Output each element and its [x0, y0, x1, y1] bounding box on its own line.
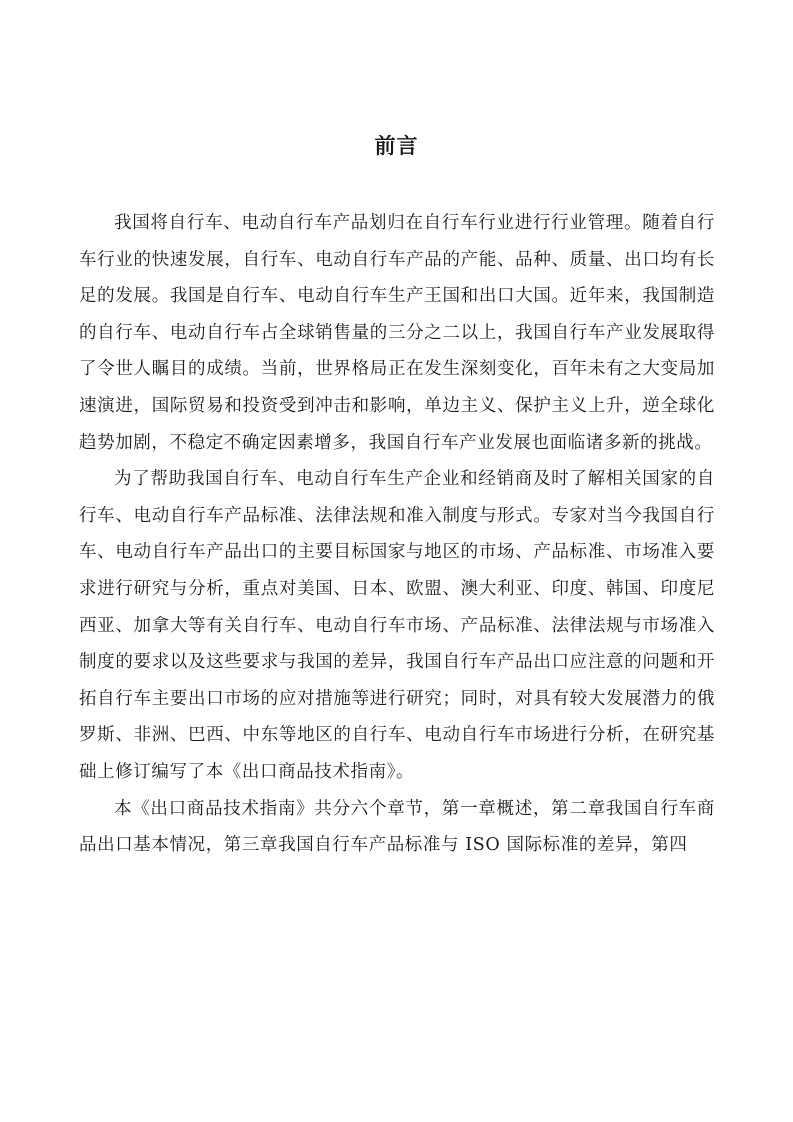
paragraph-structure: 本《出口商品技术指南》共分六个章节，第一章概述，第二章我国自行车商品出口基本情况，第三章我国自行车产品标准与 ISO 国际标准的差异，第四 — [79, 798, 715, 856]
document-body — [79, 205, 715, 864]
paragraph-purpose: 为了帮助我国自行车、电动自行车生产企业和经销商及时了解相关国家的自行车、电动自行车产品标准、法律法规和准入制度与形式。专家对当今我国自行车、电动自行车产品出口的主要目标国家与地区的市场、产品标准、市场准入要求进行研究与分析，重点对美国、日本、欧盟、澳大利亚、印度、韩国、印度尼西亚、加拿大等有关自行车、电动自行车市场、产品标准、法律法规与市场准入制度的要求以及这些要求与我国的差异，我国自行车产品出口应注意的问题和开拓自行车主要出口市场的应对措施等进行研究；同时，对具有较大发展潜力的俄罗斯、非洲、巴西、中东等地区的自行车、电动自行车市场进行分析，在研究基础上修订编写了本《出口商品技术指南》。 — [79, 469, 715, 782]
page-title: 前言 — [374, 133, 419, 158]
paragraph-intro: 我国将自行车、电动自行车产品划归在自行车行业进行行业管理。随着自行车行业的快速发展，自行车、电动自行车产品的产能、品种、质量、出口均有长足的发展。我国是自行车、电动自行车生产王国和出口大国。近年来，我国制造的自行车、电动自行车占全球销售量的三分之二以上，我国自行车产业发展取得了令世人瞩目的成绩。当前，世界格局正在发生深刻变化，百年未有之大变局加速演进，国际贸易和投资受到冲击和影响，单边主义、保护主义上升，逆全球化趋势加剧，不稳定不确定因素增多，我国自行车产业发展也面临诸多新的挑战。 — [79, 213, 715, 453]
